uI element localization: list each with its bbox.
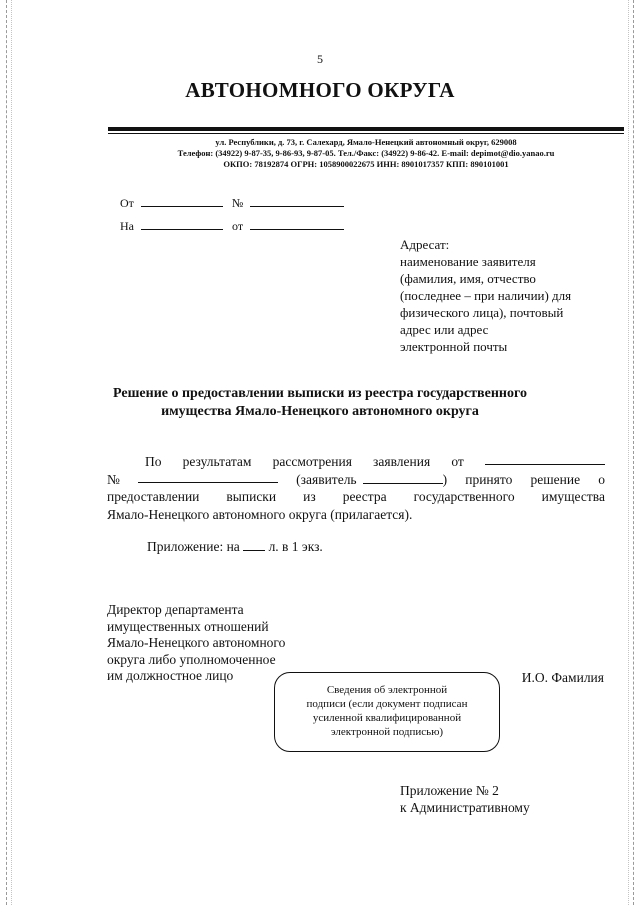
- addressee-line: физического лица), почтовый: [400, 305, 564, 320]
- number-field: [250, 206, 344, 207]
- to-label: На: [120, 219, 134, 233]
- body-line-4: Ямало-Ненецкого автономного округа (прилагается).: [107, 506, 413, 522]
- scan-border-right: [628, 0, 634, 905]
- sheet-count-field: [243, 539, 265, 551]
- addressee-line: электронной почты: [400, 339, 508, 354]
- scan-border-left: [6, 0, 12, 905]
- body-word: из: [303, 489, 316, 504]
- body-line-1: [107, 453, 605, 471]
- body-word: результатам: [182, 454, 252, 469]
- header-rule-thick: [108, 127, 624, 131]
- address-line: ул. Республики, д. 73, г. Салехард, Ямало-Ненецкий автономный округ, 629008: [215, 137, 517, 147]
- annex-note-line: Приложение № 2: [400, 783, 499, 798]
- body-word: имущества: [541, 489, 605, 504]
- body-word: (заявитель: [296, 471, 357, 487]
- body-word: о: [598, 471, 605, 487]
- decision-title-line: Решение о предоставлении выписки из реестра государственного: [113, 386, 527, 401]
- signer-line: округа либо уполномоченное: [107, 651, 276, 667]
- organization-title: АВТОНОМНОГО ОКРУГА: [185, 78, 455, 102]
- stamp-line: подписи (если документ подписан: [306, 698, 468, 710]
- addressee-block: [400, 236, 615, 355]
- body-word: №: [107, 471, 120, 487]
- body-word: предоставлении: [107, 489, 200, 504]
- page-number: 5: [317, 52, 323, 66]
- registration-row-from: [120, 196, 344, 211]
- body-line-3: [107, 488, 605, 506]
- addressee-label: Адресат:: [400, 237, 450, 252]
- stamp-line: усиленной квалифицированной: [312, 712, 462, 724]
- body-word: от: [451, 454, 464, 469]
- dated-field: [250, 229, 344, 230]
- appendix-line: [147, 539, 323, 555]
- signer-line: Директор департамента: [107, 602, 244, 617]
- phone-line: Телефон: (34922) 9-87-35, 9-86-93, 9-87-05. Тел./Факс: (34922) 9-86-42. E-mail: depimot@dio.yanao.ru: [177, 148, 555, 158]
- body-word: решение: [530, 471, 581, 487]
- registration-row-to: [120, 219, 344, 234]
- decision-title-line: имущества Ямало-Ненецкого автономного округа: [161, 404, 479, 419]
- contact-details: [110, 137, 622, 170]
- dated-label: от: [232, 219, 244, 233]
- to-number-field: [141, 229, 223, 230]
- signer-line: им должностное лицо: [107, 668, 234, 683]
- codes-line: ОКПО: 78192874 ОГРН: 1058900022675 ИНН: 8901017357 КПП: 890101001: [223, 159, 509, 169]
- appendix-suffix: л. в 1 экз.: [268, 539, 323, 554]
- addressee-line: наименование заявителя: [400, 254, 536, 269]
- number-label: №: [231, 196, 244, 210]
- annex-note-line: к Административному: [400, 800, 530, 815]
- body-word: По: [145, 454, 162, 469]
- addressee-line: (последнее – при наличии) для: [400, 288, 572, 303]
- addressee-line: адрес или адрес: [400, 322, 489, 337]
- header-rule-thin: [108, 133, 624, 134]
- application-number-field: [138, 471, 278, 483]
- electronic-signature-stamp: [274, 672, 500, 752]
- decision-title: [0, 385, 640, 421]
- stamp-line: электронной подписью): [330, 726, 444, 738]
- body-word: заявления: [373, 454, 431, 469]
- body-word: государственного: [413, 489, 515, 504]
- applicant-field: [363, 472, 443, 484]
- body-word: выписки: [226, 489, 277, 504]
- body-word: реестра: [342, 489, 387, 504]
- stamp-line: Сведения об электронной: [326, 684, 448, 696]
- body-word: принято: [465, 471, 513, 487]
- application-date-field: [485, 453, 605, 465]
- decision-body: [107, 453, 605, 523]
- appendix-prefix: Приложение: на: [147, 539, 240, 554]
- annex-note: [400, 782, 530, 816]
- applicant-group: [296, 471, 447, 489]
- signer-line: Ямало-Ненецкого автономного: [107, 635, 286, 650]
- addressee-line: (фамилия, имя, отчество: [400, 271, 536, 286]
- body-word: рассмотрения: [272, 454, 352, 469]
- body-word: ): [442, 471, 448, 487]
- signer-name: И.О. Фамилия: [521, 670, 604, 685]
- from-label: От: [120, 196, 134, 210]
- signer-position: [107, 602, 307, 685]
- signer-line: имущественных отношений: [107, 618, 269, 634]
- from-date-field: [141, 206, 223, 207]
- body-line-2: [107, 471, 605, 489]
